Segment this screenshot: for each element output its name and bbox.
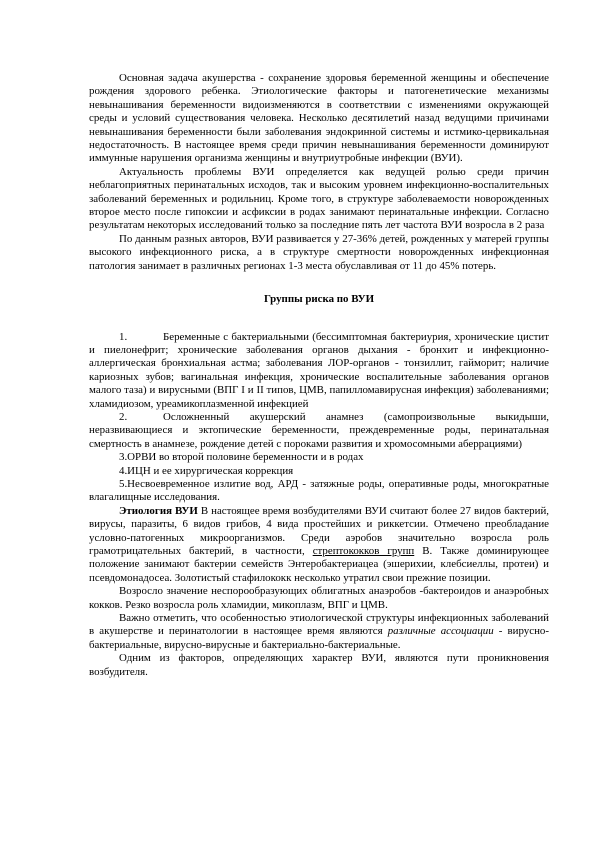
- risk-group-item-2-text: Осложненный акушерский анамнез (самопроизвольные выкидыши, неразвивающиеся и эктопические беременности, преждевременные роды, перинатальная смертность в анамнезе, рождение детей с пороками развития и хромосомными аберрациями): [89, 410, 549, 450]
- risk-group-item-2: [89, 411, 549, 451]
- etiology-text-b: В. Также доминирующее положение занимают бактерии семейств Энтеробактериацеа (эшерихии, клебсиеллы, протеи) и псевдомонадосеа. Золотистый стафилококк несколько утратил свои прежние позиции.: [89, 545, 550, 584]
- risk-group-item-1-text: Беременные с бактериальными (бессимптомная бактериурия, хронические цистит и пиелонефрит; хронические заболевания органов дыхания - бронхит и инфекционно-аллергическая бронхиальная астма; заболевания ЛОР-органов - тонзиллит, гайморит; наличие кариозных зубов; вагинальная инфекция, хронические воспалительные заболевания органов малого таза) и вирусными (ВПГ I и II типов, ЦМВ, папилломавирусная инфекция) заболеваниями; хламидиозом, уреамикоплазменной инфекцией: [89, 330, 549, 410]
- etiology-p3-text-a: Важно отметить, что особенностью этиологической структуры инфекционных заболеваний в акушерстве и перинатологии в настоящее время являются: [89, 612, 549, 638]
- risk-group-item-4: 4.ИЦН и ее хирургическая коррекция: [119, 464, 294, 477]
- etiology-lead: Этиология ВУИ: [119, 504, 198, 517]
- risk-group-item-3: 3.ОРВИ во второй половине беременности и в родах: [119, 451, 364, 464]
- intro-paragraph-3: По данным разных авторов, ВУИ развивается у 27-36% детей, рожденных у матерей группы высокого инфекционного риска, а в структуре смертности новорожденных инфекционная патология занимает в различных регионах 1-3 места обуславливая от 11 до 45% потерь.: [89, 232, 549, 272]
- risk-group-item-2-number: 2.: [119, 410, 128, 423]
- section-heading: Группы риска по ВУИ: [263, 293, 375, 306]
- risk-group-item-5: 5.Несвоевременное излитие вод, АРД - затяжные роды, оперативные роды, многократные влагалищные исследования.: [89, 477, 549, 504]
- etiology-p3-text-b: - вирусно-бактериальные, вирусно-вирусные и бактериально-бактериальные.: [89, 625, 549, 651]
- risk-group-item-1-number: 1.: [119, 330, 128, 343]
- etiology-paragraph-2: Возросло значение неспорообразующих облигатных анаэробов -бактероидов и анаэробных кокков. Резко возросла роль хламидии, микоплазм, ВПГ и ЦМВ.: [89, 585, 549, 611]
- etiology-text-a: В настоящее время возбудителями ВУИ считают более 27 видов бактерий, вирусы, паразиты, 6 видов грибов, 4 вида простейших и риккетсии. Отмечено преобладание условно-патогенных микроорганизмов. Среди аэробов значительно возросла роль грамотрицательных бактерий, в частности,: [89, 504, 550, 557]
- risk-group-item-1: [89, 331, 549, 411]
- document-page: [89, 72, 549, 679]
- etiology-underlined-term: стрептококков групп: [312, 545, 415, 557]
- etiology-paragraph-4: Одним из факторов, определяющих характер ВУИ, являются пути проникновения возбудителя.: [89, 652, 549, 678]
- intro-paragraph-1: Основная задача акушерства - сохранение здоровья беременной женщины и обеспечение рождения здорового ребенка. Этиологические факторы и патогенетические механизмы невынашивания беременности видоизменяются в соответствии с изменениями окружающей среды и условий существования человека. Несколько десятилетий назад ведущими причинами невынашивания беременности были заболевания эндокринной системы и истмико-цервикальная недостаточность. В настоящее время среди причин невынашивания беременности доминируют иммунные нарушения организма женщины и внутриутробные инфекции (ВУИ).: [89, 72, 549, 165]
- etiology-p3-italic: различные ассоциации: [387, 625, 494, 638]
- etiology-paragraph-3: [89, 612, 549, 652]
- intro-paragraph-2: Актуальность проблемы ВУИ определяется как ведущей ролью среди причин неблагоприятных перинатальных исходов, так и высоким уровнем инфекционно-воспалительных заболеваний беременных и родильниц. Кроме того, в структуре заболеваемости новорожденных второе место после гипоксии и асфиксии в родах занимают перинатальные инфекции. Согласно результатам некоторых исследований только за последние пять лет частота ВУИ возросла в 2 раза: [89, 165, 549, 232]
- etiology-paragraph-1: [89, 505, 549, 585]
